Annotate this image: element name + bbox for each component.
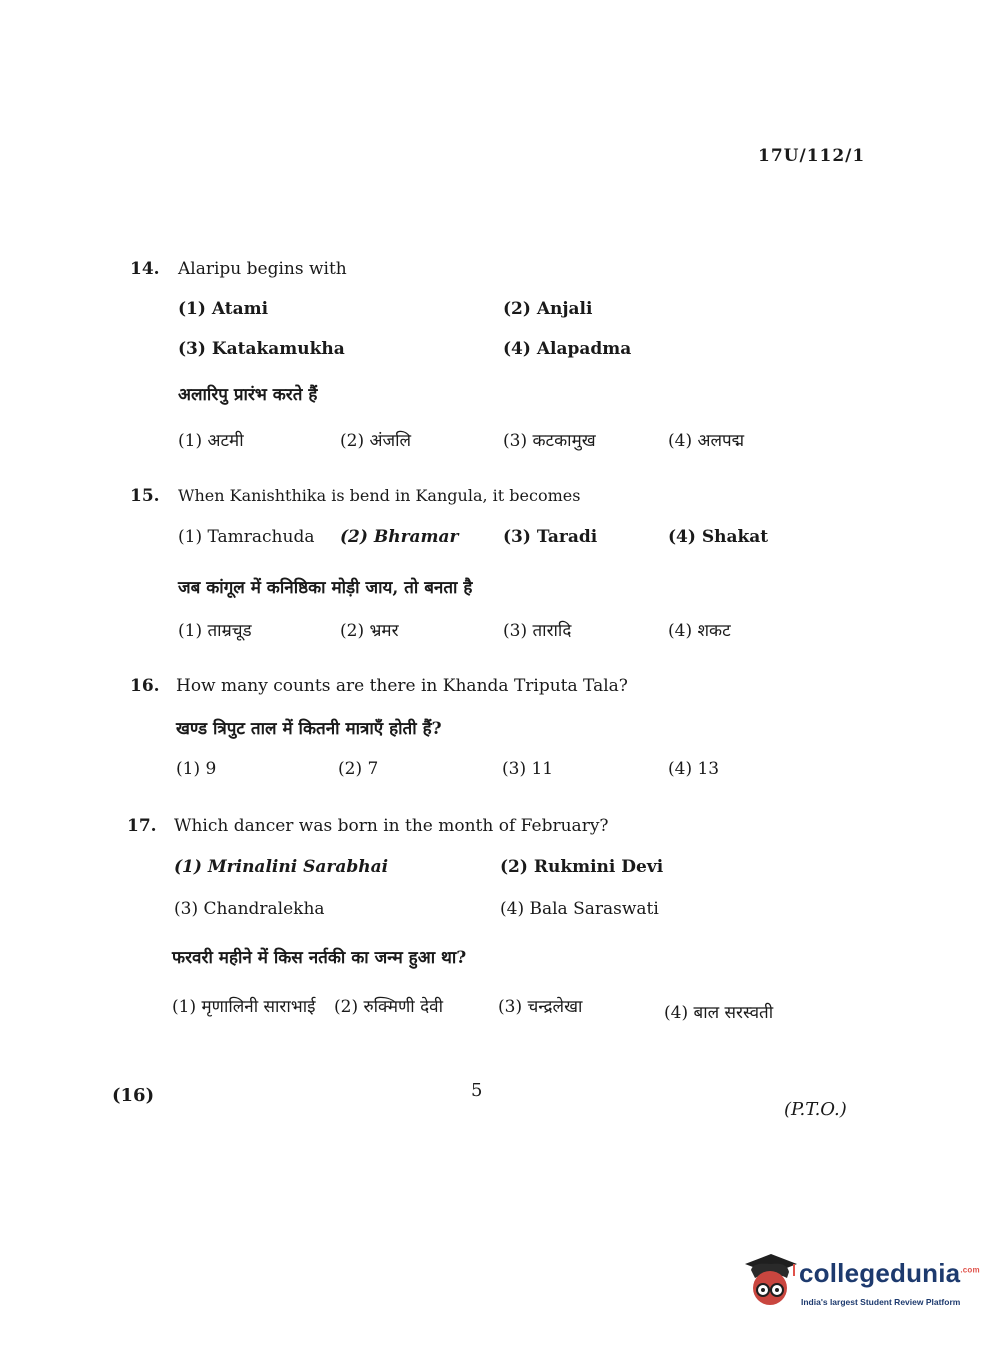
option: (4) 13 bbox=[668, 759, 720, 779]
option-hi: (1) मृणालिनी साराभाई bbox=[172, 997, 316, 1017]
option-hi: (2) अंजलि bbox=[340, 431, 412, 451]
option-en: (4) Alapadma bbox=[503, 339, 632, 359]
option-en: (2) Rukmini Devi bbox=[500, 857, 664, 877]
option-en: (1) Mrinalini Sarabhai bbox=[174, 857, 389, 877]
question-number: 16. bbox=[130, 676, 160, 696]
option-hi: (3) चन्द्रलेखा bbox=[498, 997, 583, 1017]
option-en: (3) Katakamukha bbox=[178, 339, 345, 359]
question-text-hi: अलारिपु प्रारंभ करते हैं bbox=[178, 385, 318, 405]
option-en: (2) Anjali bbox=[503, 299, 593, 319]
question-text-en: Which dancer was born in the month of February? bbox=[174, 816, 609, 836]
option-en: (1) Tamrachuda bbox=[178, 527, 315, 547]
option-en: (2) Bhramar bbox=[340, 527, 459, 547]
option-en: (1) Atami bbox=[178, 299, 269, 319]
page-number: 5 bbox=[471, 1080, 483, 1101]
option-hi: (4) बाल सरस्वती bbox=[664, 1003, 774, 1023]
question-text-en: Alaripu begins with bbox=[178, 259, 347, 279]
option: (2) 7 bbox=[338, 759, 379, 779]
option-en: (3) Taradi bbox=[503, 527, 598, 547]
footer-pto: (P.T.O.) bbox=[784, 1099, 847, 1120]
question-text-hi: फरवरी महीने में किस नर्तकी का जन्म हुआ था? bbox=[172, 948, 467, 968]
collegedunia-logo bbox=[741, 1246, 980, 1316]
question-text-en: How many counts are there in Khanda Triputa Tala? bbox=[176, 676, 628, 696]
option-hi: (4) शकट bbox=[668, 621, 731, 641]
paper-code: 17U/112/1 bbox=[758, 146, 866, 166]
question-number: 15. bbox=[130, 486, 160, 506]
option-hi: (1) अटमी bbox=[178, 431, 244, 451]
logo-tagline: India's largest Student Review Platform bbox=[801, 1297, 961, 1307]
question-text-hi: जब कांगूल में कनिष्ठिका मोड़ी जाय, तो बनता है bbox=[178, 578, 473, 598]
footer-left: (16) bbox=[112, 1085, 155, 1106]
option-en: (3) Chandralekha bbox=[174, 899, 325, 919]
question-number: 14. bbox=[130, 259, 160, 279]
question-text-en: When Kanishthika is bend in Kangula, it becomes bbox=[178, 486, 581, 505]
option: (3) 11 bbox=[502, 759, 554, 779]
mascot-icon bbox=[741, 1248, 799, 1312]
logo-brand-text: collegedunia bbox=[799, 1258, 961, 1288]
option-hi: (3) तारादि bbox=[503, 621, 572, 641]
option: (1) 9 bbox=[176, 759, 217, 779]
question-text-hi: खण्ड त्रिपुट ताल में कितनी मात्राएँ होती हैं? bbox=[176, 719, 442, 739]
option-hi: (2) रुक्मिणी देवी bbox=[334, 997, 443, 1017]
option-en: (4) Bala Saraswati bbox=[500, 899, 659, 919]
option-hi: (3) कटकामुख bbox=[503, 431, 596, 451]
option-en: (4) Shakat bbox=[668, 527, 769, 547]
question-number: 17. bbox=[127, 816, 157, 836]
option-hi: (2) भ्रमर bbox=[340, 621, 399, 641]
logo-suffix: .com bbox=[960, 1265, 980, 1275]
option-hi: (4) अलपद्म bbox=[668, 431, 745, 451]
option-hi: (1) ताम्रचूड bbox=[178, 621, 252, 641]
